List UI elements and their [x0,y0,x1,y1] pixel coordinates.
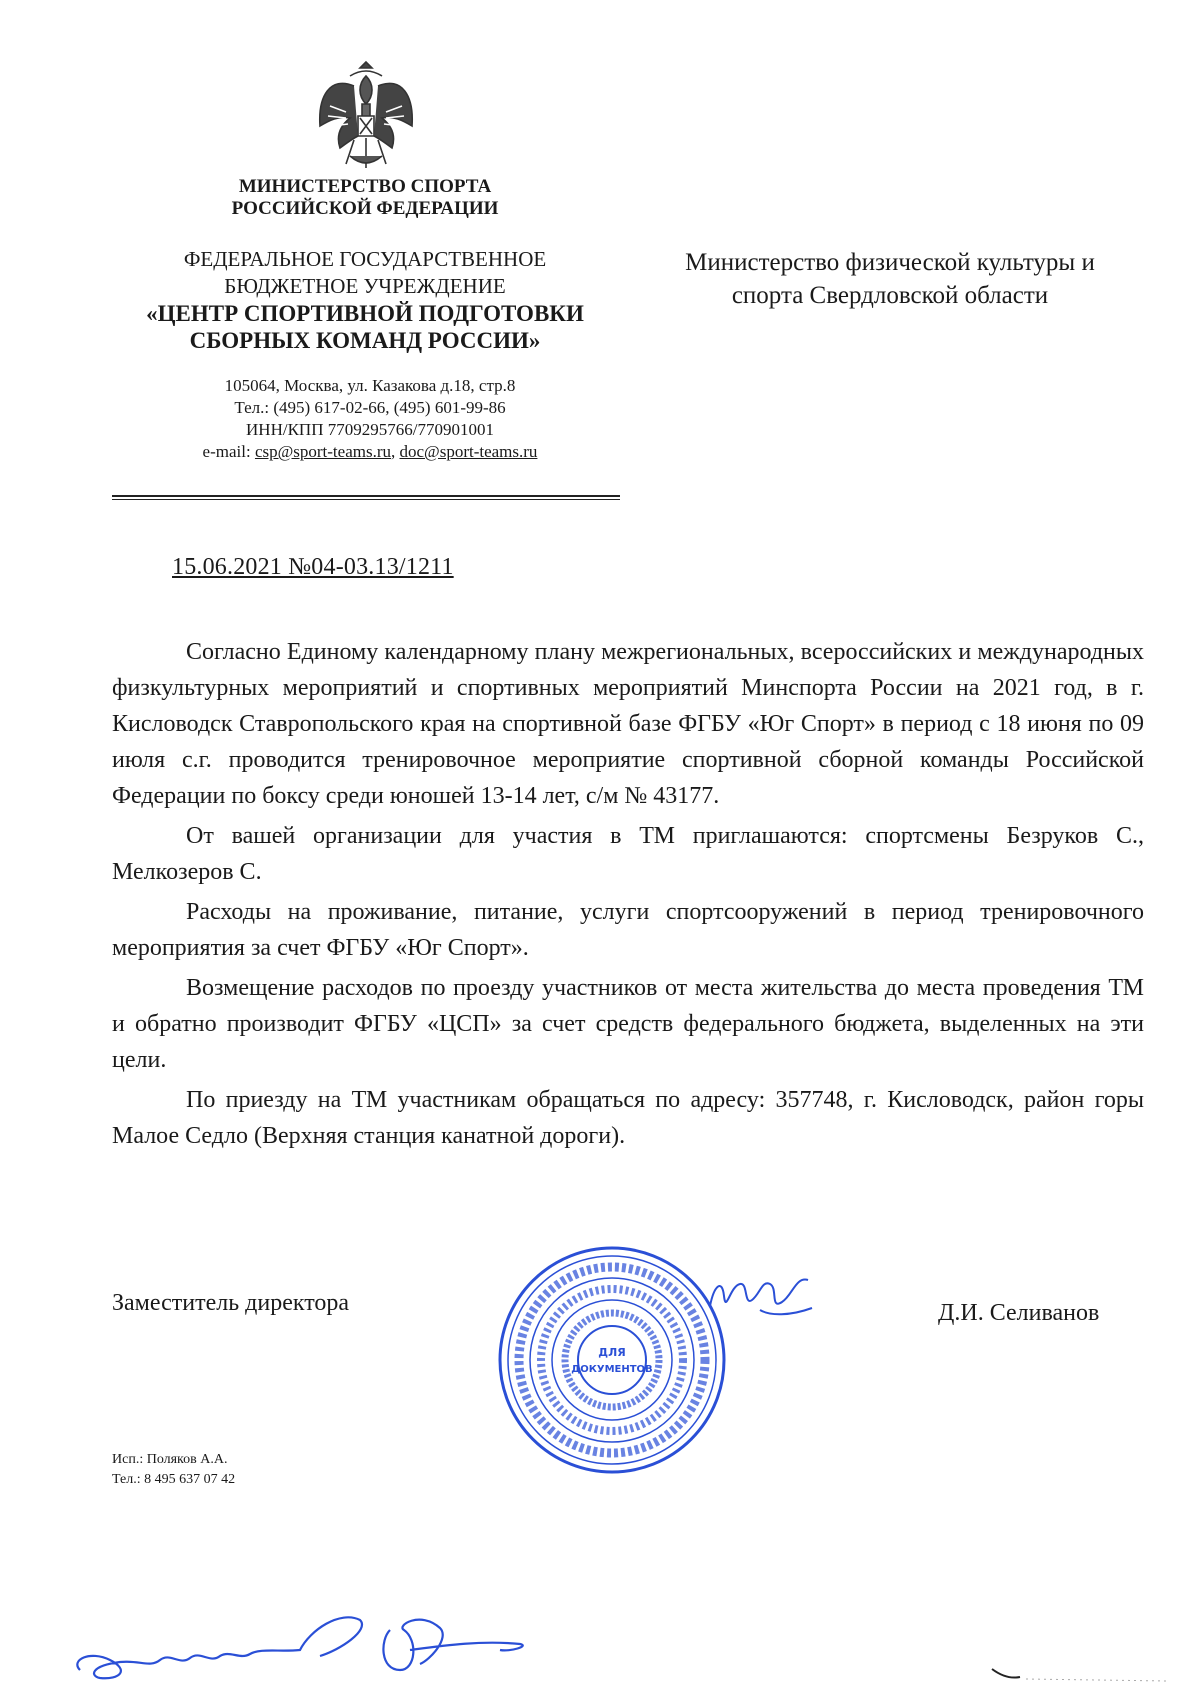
org-type-line2: БЮДЖЕТНОЕ УЧРЕЖДЕНИЕ [224,274,506,298]
document-date-number: 15.06.2021 №04-03.13/1211 [172,554,454,580]
email-separator: , [391,442,396,461]
ministry-heading [150,176,580,220]
signatory-position: Заместитель директора [112,1290,350,1316]
official-stamp-seal [492,1240,732,1480]
handwritten-signature [700,1266,820,1326]
letter-body [112,634,1144,1158]
org-address: 105064, Москва, ул. Казакова д.18, стр.8 [224,376,516,395]
recipient-line2: спорта Свердловской области [731,282,1049,309]
org-name-line1: «ЦЕНТР СПОРТИВНОЙ ПОДГОТОВКИ [146,301,584,326]
coat-of-arms-emblem [310,56,422,174]
recipient-line1: Министерство физической культуры и [685,249,1095,276]
handwritten-initials [60,1600,560,1690]
body-paragraph-3: Расходы на проживание, питание, услуги спортсооружений в период тренировочного мероприятия за счет ФГБУ «Юг Спорт». [112,899,1144,961]
body-paragraph-5: По приезду на ТМ участникам обращаться по адресу: 357748, г. Кисловодск, район горы Малое Седло (Верхняя станция канатной дороги). [112,1087,1144,1149]
body-paragraph-2: От вашей организации для участия в ТМ приглашаются: спортсмены Безруков С., Мелкозеров С. [112,823,1144,885]
recipient-block [630,246,1150,312]
executor-phone: Тел.: 8 495 637 07 42 [112,1472,236,1487]
stamp-center-text-1: ДЛЯ [598,1346,626,1359]
scan-edge-mark [990,1665,1170,1685]
executor-block [112,1450,235,1490]
stamp-center-text-2: ДОКУМЕНТОВ [571,1364,653,1375]
organization-block [110,246,620,354]
org-type-line1: ФЕДЕРАЛЬНОЕ ГОСУДАРСТВЕННОЕ [183,247,547,271]
org-inn-kpp: ИНН/КПП 7709295766/770901001 [246,420,494,439]
body-paragraph-4: Возмещение расходов по проезду участников от места жительства до места проведения ТМ и обратно производит ФГБУ «ЦСП» за счет средств федерального бюджета, выделенных на эти цели. [112,975,1144,1073]
body-paragraph-1: Согласно Единому календарному плану межрегиональных, всероссийских и международных физкультурных мероприятий и спортивных мероприятий Минспорта России на 2021 год, в г. Кисловодск Ставропольского края на спортивной базе ФГБУ «Юг Спорт» в период с 18 июня по 09 июля с.г. проводится тренировочное мероприятие спортивной сборной команды Российской Федерации по боксу среди юношей 13-14 лет, с/м № 43177. [112,639,1144,809]
signatory-name: Д.И. Селиванов [938,1300,1100,1326]
org-phones: Тел.: (495) 617-02-66, (495) 601-99-86 [234,398,506,417]
email-link-doc[interactable]: doc@sport-teams.ru [399,442,538,461]
contacts-block [120,375,620,463]
ministry-line1: МИНИСТЕРСТВО СПОРТА [238,176,492,197]
ministry-line2: РОССИЙСКОЙ ФЕДЕРАЦИИ [231,198,499,219]
org-name-line2: СБОРНЫХ КОМАНД РОССИИ» [189,328,541,353]
email-label: e-mail: [202,442,251,461]
header-divider-thin [112,499,620,500]
header-divider-thick [112,495,620,497]
executor-name: Исп.: Поляков А.А. [112,1452,228,1467]
org-email-line [120,441,620,463]
email-link-csp[interactable]: csp@sport-teams.ru [254,442,391,461]
